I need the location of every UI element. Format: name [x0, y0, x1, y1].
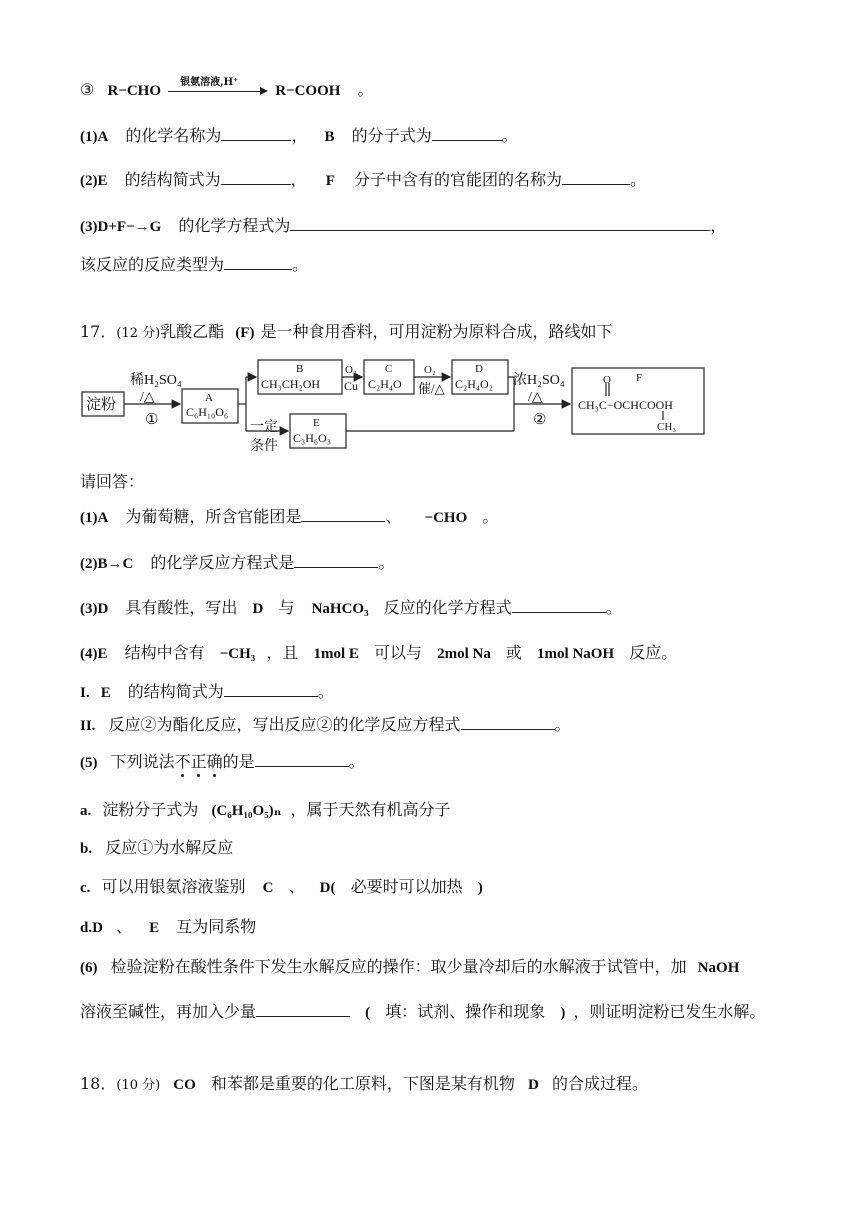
score: (10 分) — [116, 1078, 161, 1093]
starch-label: 淀粉 — [86, 397, 117, 413]
part-number: (5) — [80, 755, 98, 771]
emphasis-char: 不 — [174, 752, 191, 771]
cond-e-1: 一定 — [250, 420, 278, 435]
a-formula: C₆H₁₀O₆ — [186, 405, 229, 419]
cond-e-2: 条件 — [250, 439, 278, 454]
part-number: (6) — [80, 960, 98, 976]
q17-part-6-cont: 溶液至碱性，再加入少量 ( 填：试剂、操作和现象 ) ，则证明淀粉已发生水解。 — [80, 1002, 766, 1021]
cond-4-top: 浓H₂SO₄ — [513, 373, 565, 388]
part-number: I. — [80, 685, 90, 701]
q17-part-4: (4)E 结构中含有 −CH₃ ，且 1mol E 可以与 2mol Na 或 1mol NaOH 反应。 — [80, 643, 678, 662]
f-methyl: CH₃ — [657, 421, 677, 433]
b-formula: CH₃CH₂OH — [261, 377, 321, 391]
part-number: (1)A — [80, 129, 109, 145]
cond-4-mid: /△ — [528, 390, 543, 405]
reactant: R−CHO — [107, 83, 161, 99]
d-label: D — [475, 363, 483, 375]
c-label: C — [385, 363, 393, 375]
e-formula: C₃H₆O₃ — [293, 431, 331, 445]
cond-1-mid: /△ — [140, 390, 155, 405]
question-number: 18． — [80, 1074, 117, 1093]
part-number: II. — [80, 718, 96, 734]
answer-blank[interactable] — [255, 752, 349, 767]
q16-part-3-type: 该反应的反应类型为 。 — [80, 255, 309, 274]
part-number: (2)B→C — [80, 556, 134, 572]
q17-part-II: II. 反应②为酯化反应，写出反应②的化学反应方程式 。 — [80, 715, 571, 734]
q17-heading: 17．(12 分)乳酸乙酯 (F) 是一种食用香料，可用淀粉为原料合成，路线如下 — [80, 322, 613, 341]
synthesis-scheme — [0, 0, 860, 470]
question-number: 17． — [80, 322, 117, 341]
step-1-number: ① — [145, 412, 159, 428]
q17-part-1: (1)A 为葡萄糖，所含官能团是 、 −CHO 。 — [80, 507, 499, 526]
a-label: A — [205, 392, 213, 404]
option-letter: b. — [80, 841, 93, 857]
q17-part-2: (2)B→C 的化学反应方程式是 。 — [80, 553, 395, 572]
please-answer: 请回答： — [80, 472, 145, 491]
option-letter: c. — [80, 880, 91, 896]
q16-part-3: (3)D+F−→G 的化学方程式为 ， — [80, 216, 727, 235]
answer-blank[interactable] — [294, 553, 378, 568]
q17-option-a: a. 淀粉分子式为 (C₆H₁₀O₅)ₙ ，属于天然有机高分子 — [80, 800, 451, 819]
answer-blank[interactable] — [224, 682, 318, 697]
step-2-number: ② — [533, 412, 547, 428]
cond-3-top: O₂ — [424, 364, 436, 376]
answer-blank[interactable] — [512, 598, 606, 613]
q17-part-3: (3)D 具有酸性，写出 D 与 NaHCO₃ 反应的化学方程式 。 — [80, 598, 622, 617]
reaction-line-3: ③ R−CHO 银氨溶液,H⁺ R−COOH 。 — [80, 78, 374, 103]
score: (12 分) — [116, 326, 161, 341]
option-letter: d.D — [80, 920, 103, 936]
cond-2-top: O₂ — [345, 364, 357, 376]
q17-part-I: I. E 的结构简式为 。 — [80, 682, 334, 701]
emphasis-char: 确 — [206, 752, 223, 771]
f-formula: CH₃C−OCHCOOH — [578, 398, 673, 412]
part-number: (1)A — [80, 510, 109, 526]
item-number: ③ — [80, 80, 95, 99]
answer-blank[interactable] — [461, 715, 555, 730]
f-carbonyl-o: O — [603, 374, 611, 386]
arrow-condition: 银氨溶液,H⁺ — [180, 76, 239, 88]
cond-3-bot: 催/△ — [418, 381, 445, 396]
emphasis-char: 正 — [190, 752, 207, 771]
f-label: F — [636, 372, 643, 384]
d-formula: C₂H₄O₂ — [455, 377, 493, 391]
b-label: B — [296, 363, 304, 375]
answer-blank[interactable] — [256, 1002, 350, 1017]
cond-2-bot: Cu — [344, 379, 359, 393]
q17-option-b: b. 反应①为水解反应 — [80, 838, 234, 857]
q17-option-d: d.D 、 E 互为同系物 — [80, 917, 257, 936]
q17-option-c: c. 可以用银氨溶液鉴别 C 、 D( 必要时可以加热 ) — [80, 877, 483, 896]
q16-part-1: (1)A 的化学名称为 ， B 的分子式为 。 — [80, 126, 518, 145]
e-label: E — [313, 417, 320, 429]
product: R−COOH — [275, 83, 341, 99]
q18-heading: 18．(10 分) CO 和苯都是重要的化工原料，下图是某有机物 D 的合成过程。 — [80, 1074, 648, 1093]
q16-part-2: (2)E 的结构简式为 ， F 分子中含有的官能团的名称为 。 — [80, 170, 647, 189]
c-formula: C₂H₄O — [368, 377, 402, 391]
part-number: (3)D+F−→G — [80, 219, 162, 235]
answer-blank[interactable] — [301, 507, 385, 522]
cond-1-top: 稀H₂SO₄ — [130, 373, 182, 388]
part-number: (3)D — [80, 601, 109, 617]
part-number: (4)E — [80, 646, 108, 662]
q17-part-6: (6) 检验淀粉在酸性条件下发生水解反应的操作：取少量冷却后的水解液于试管中，加 NaOH — [80, 957, 740, 976]
option-letter: a. — [80, 803, 92, 819]
q17-part-5: (5) 下列说法不正确的是 。 — [80, 752, 365, 771]
part-number: (2)E — [80, 173, 108, 189]
